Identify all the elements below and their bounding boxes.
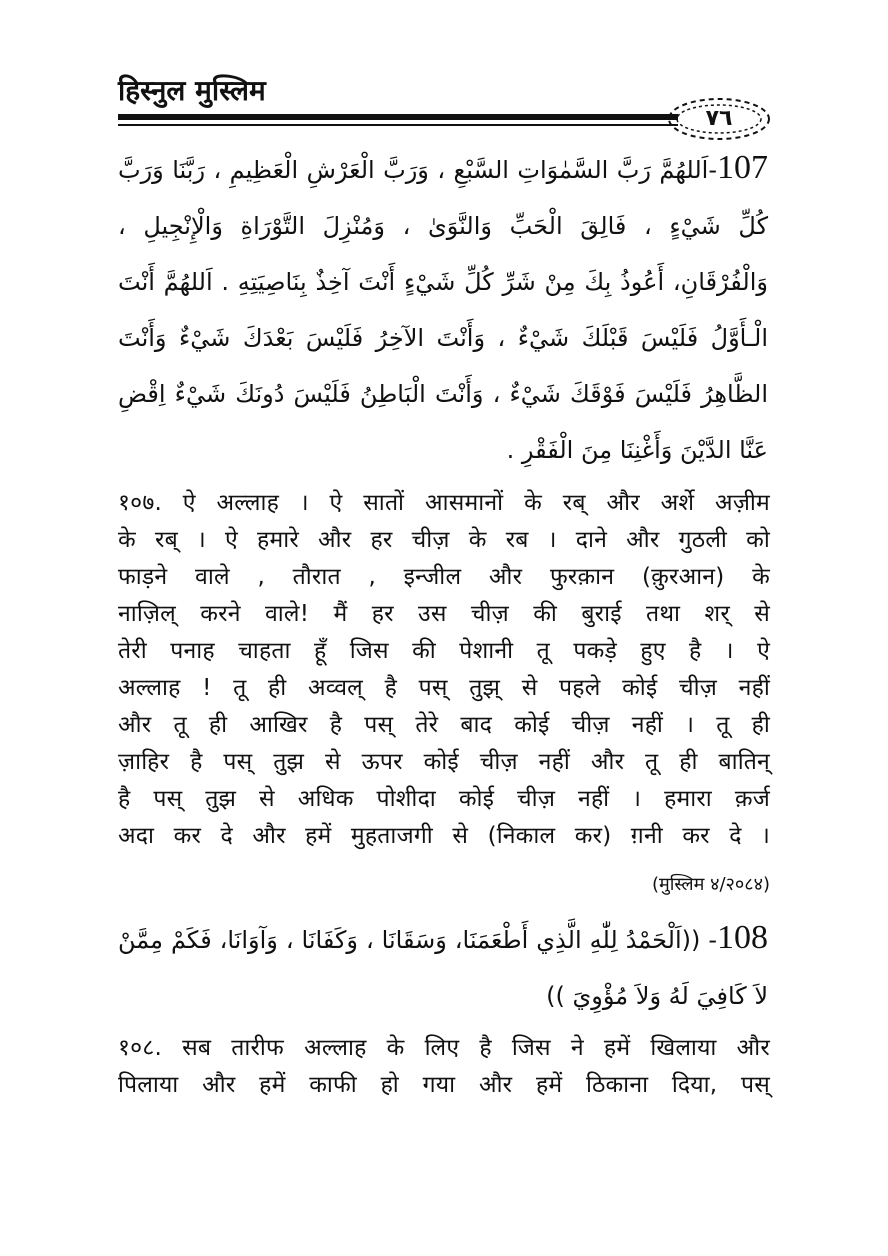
dua-107-number: 107 — [717, 149, 768, 186]
dua-108-number: 108 — [717, 919, 768, 956]
translation-line: पिलाया और हमें काफी हो गया और हमें ठिकाना दिया, पस् — [118, 1072, 770, 1098]
dua-107-reference: (मुस्लिम ४/२०८४) — [651, 874, 770, 895]
translation-line: अल्लाह ! तू ही अव्वल् है पस् तुझ् से पहले कोई चीज़ नहीं — [118, 675, 770, 701]
translation-line: नाज़िल् करने वाले! मैं हर उस चीज़ की बुराई तथा शर् से — [118, 601, 770, 627]
page-number: ٧٦ — [705, 106, 733, 131]
translation-line: और तू ही आखिर है पस् तेरे बाद कोई चीज़ नहीं । तू ही — [118, 712, 770, 738]
translation-line: १०७. ऐ अल्लाह । ऐ सातों आसमानों के रब् और अर्शे अज़ीम — [118, 490, 770, 516]
translation-line: १०८. सब तारीफ अल्लाह के लिए है जिस ने हमें खिलाया और — [118, 1035, 770, 1061]
translation-line: अदा कर दे और हमें मुहताजगी से (निकाल कर) ग़नी कर दे । — [118, 823, 770, 849]
book-title: हिस्नुल मुस्लिम — [118, 74, 266, 107]
header-rule-thin — [118, 124, 678, 126]
dua-108-translation — [118, 1030, 770, 1104]
dua-107-translation — [118, 485, 770, 855]
page-number-badge — [664, 96, 774, 142]
translation-line: है पस् तुझ से अधिक पोशीदा कोई चीज़ नहीं । हमारा क़र्ज — [118, 786, 770, 812]
translation-line: फाड़ने वाले , तौरात , इन्जील और फुरक़ान (क़ुरआन) के — [118, 564, 770, 590]
translation-line: के रब् । ऐ हमारे और हर चीज़ के रब । दाने और गुठली को — [118, 527, 770, 553]
dua-108-arabic-text: ((اَلْحَمْدُ لِلّٰهِ الَّذِي أَطْعَمَنَا، وَسَقَانَا ، وَكَفَانَا ، وَآوَانَا، فَكَمْ مِمَّنْ لاَ كَافِيَ لَهُ وَلاَ مُؤْوِيَ )) — [118, 926, 768, 1010]
translation-line: ज़ाहिर है पस् तुझ से ऊपर कोई चीज़ नहीं और तू ही बातिन् — [118, 749, 770, 775]
dua-107-arabic-text: اَللهُمَّ رَبَّ السَّمٰوَاتِ السَّبْعِ ، وَرَبَّ الْعَرْشِ الْعَظِيمِ ، رَبَّنَا وَرَبَّ كُلِّ شَيْءٍ ، فَالِقَ الْحَبِّ وَالنَّوَىٰ ، وَمُنْزِلَ التَّوْرَاةِ وَالْإِنْجِيلِ ، وَالْفُرْقَانِ، أَعُوذُ بِكَ مِنْ شَرِّ كُلِّ شَيْءٍ أَنْتَ آخِذٌ بِنَاصِيَتِهِ . اَللهُمَّ أَنْتَ الْـأَوَّلُ فَلَيْسَ قَبْلَكَ شَيْءٌ ، وَأَنْتَ الآخِرُ فَلَيْسَ بَعْدَكَ شَيْءٌ وَأَنْتَ الظَّاهِرُ فَلَيْسَ فَوْقَكَ شَيْءٌ ، وَأَنْتَ الْبَاطِنُ فَلَيْسَ دُونَكَ شَيْءٌ اِقْضِ عَنَّا الدَّيْنَ وَأَغْنِنَا مِنَ الْفَقْرِ . — [118, 156, 768, 464]
dua-107-arabic: 107-اَللهُمَّ رَبَّ السَّمٰوَاتِ السَّبْعِ ، وَرَبَّ الْعَرْشِ الْعَظِيمِ ، رَبَّنَا وَرَبَّ كُلِّ شَيْءٍ ، فَالِقَ الْحَبِّ وَالنَّوَىٰ ، وَمُنْزِلَ التَّوْرَاةِ وَالْإِنْجِيلِ ، وَالْفُرْقَانِ، أَعُوذُ بِكَ مِنْ شَرِّ كُلِّ شَيْءٍ أَنْتَ آخِذٌ بِنَاصِيَتِهِ . اَللهُمَّ أَنْتَ الْـأَوَّلُ فَلَيْسَ قَبْلَكَ شَيْءٌ ، وَأَنْتَ الآخِرُ فَلَيْسَ بَعْدَكَ شَيْءٌ وَأَنْتَ الظَّاهِرُ فَلَيْسَ فَوْقَكَ شَيْءٌ ، وَأَنْتَ الْبَاطِنُ فَلَيْسَ دُونَكَ شَيْءٌ اِقْضِ عَنَّا الدَّيْنَ وَأَغْنِنَا مِنَ الْفَقْرِ . — [118, 149, 768, 464]
dua-108-arabic: 108- ((اَلْحَمْدُ لِلّٰهِ الَّذِي أَطْعَمَنَا، وَسَقَانَا ، وَكَفَانَا ، وَآوَانَا، فَكَمْ مِمَّنْ لاَ كَافِيَ لَهُ وَلاَ مُؤْوِيَ )) — [118, 919, 768, 1010]
header-rule-thick — [118, 114, 678, 120]
translation-line: तेरी पनाह चाहता हूँ जिस की पेशानी तू पकड़े हुए है । ऐ — [118, 638, 770, 664]
